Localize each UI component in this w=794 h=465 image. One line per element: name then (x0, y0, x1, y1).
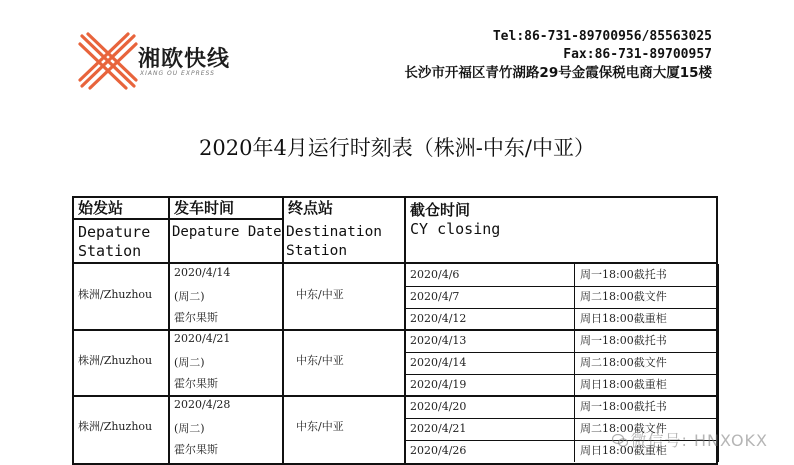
closing-divider (404, 374, 716, 375)
closing-date: 2020/4/12 (410, 312, 467, 325)
departure-date: 2020/4/28 (174, 398, 231, 411)
departure-weekday: (周二) (174, 356, 205, 369)
closing-divider (404, 308, 716, 309)
closing-col-divider (574, 330, 575, 396)
closing-date: 2020/4/20 (410, 400, 467, 413)
closing-note: 周日18:00截重柜 (580, 312, 667, 325)
closing-right-edge (718, 330, 719, 396)
brand-subtitle: XIANG OU EXPRESS (140, 70, 215, 77)
brand-name: 湘欧快线 (138, 47, 231, 72)
header-origin-cn: 始发站 (78, 199, 124, 217)
closing-col-divider (574, 264, 575, 330)
header-divider (74, 218, 284, 220)
destination-station: 中东/中亚 (296, 354, 344, 367)
header-dest-cn: 终点站 (288, 199, 334, 217)
departure-weekday: (周二) (174, 290, 205, 303)
border-port: 霍尔果斯 (174, 377, 218, 390)
watermark-text: 微信号: HNXOKX (630, 431, 768, 450)
header-cy-en: CY closing (410, 220, 501, 238)
contact-address: 长沙市开福区青竹湖路29号金霞保税电商大厦15楼 (404, 65, 712, 81)
closing-note: 周二18:00截文件 (580, 356, 667, 369)
header-dest-en: Destination Station (286, 224, 383, 259)
closing-note: 周日18:00截重柜 (580, 444, 667, 457)
departure-date: 2020/4/21 (174, 332, 231, 345)
border-port: 霍尔果斯 (174, 311, 218, 324)
group-divider (74, 329, 716, 331)
closing-right-edge (718, 264, 719, 330)
closing-col-divider (574, 396, 575, 462)
closing-date: 2020/4/14 (410, 356, 467, 369)
col-divider-1 (168, 198, 170, 463)
group-divider (74, 395, 716, 397)
header-departure-cn: 发车时间 (174, 199, 235, 217)
closing-divider (404, 352, 716, 353)
page-title: 2020年4月运行时刻表（株洲-中东/中亚） (199, 136, 595, 160)
header-origin-en: Depature Station (78, 223, 151, 260)
closing-divider (404, 286, 716, 287)
contact-fax: Fax:86-731-89700957 (563, 47, 712, 62)
closing-date: 2020/4/21 (410, 422, 467, 435)
origin-station: 株洲/Zhuzhou (78, 354, 153, 367)
header-departure-en: Depature Date (172, 224, 282, 240)
header-bottom-line (74, 262, 716, 264)
xo-logo-icon (78, 30, 140, 92)
destination-station: 中东/中亚 (296, 420, 344, 433)
closing-note: 周日18:00截重柜 (580, 378, 667, 391)
departure-date: 2020/4/14 (174, 266, 231, 279)
origin-station: 株洲/Zhuzhou (78, 288, 153, 301)
brand-logo (78, 30, 268, 92)
origin-station: 株洲/Zhuzhou (78, 420, 153, 433)
col-divider-2 (282, 198, 284, 463)
contact-block (404, 28, 712, 82)
schedule-table (72, 196, 718, 465)
closing-note: 周一18:00截托书 (580, 400, 667, 413)
closing-divider (404, 418, 716, 419)
header-cy-cn: 截仓时间 (410, 201, 471, 219)
wechat-icon (612, 434, 628, 447)
closing-date: 2020/4/6 (410, 268, 460, 281)
destination-station: 中东/中亚 (296, 288, 344, 301)
closing-note: 周一18:00截托书 (580, 334, 667, 347)
closing-note: 周二18:00截文件 (580, 290, 667, 303)
closing-date: 2020/4/13 (410, 334, 467, 347)
contact-tel: Tel:86-731-89700956/85563025 (492, 29, 712, 44)
closing-date: 2020/4/26 (410, 444, 467, 457)
closing-note: 周一18:00截托书 (580, 268, 667, 281)
border-port: 霍尔果斯 (174, 443, 218, 456)
closing-note: 周二18:00截文件 (580, 422, 667, 435)
departure-weekday: (周二) (174, 422, 205, 435)
closing-date: 2020/4/19 (410, 378, 467, 391)
col-divider-3 (404, 198, 406, 463)
closing-date: 2020/4/7 (410, 290, 460, 303)
wechat-watermark (612, 428, 768, 451)
